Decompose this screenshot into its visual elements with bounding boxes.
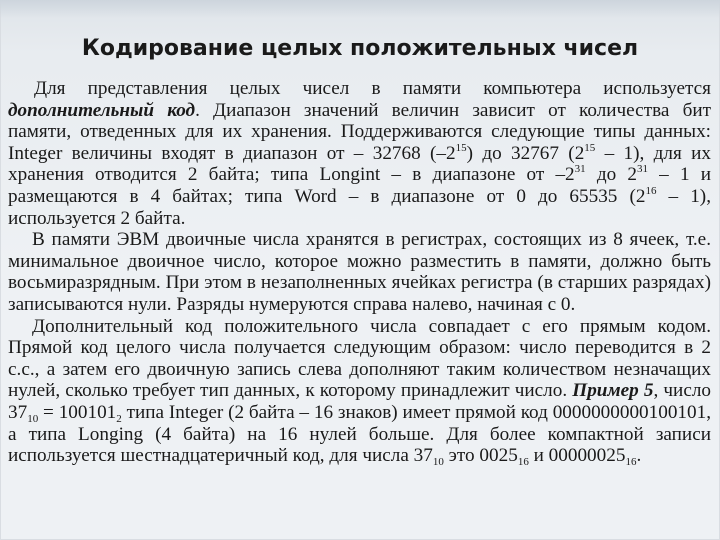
base-subscript: 16 [625,456,637,469]
term-complement-code: дополнительный код [8,99,196,121]
text-run: – 1), используется 2 байта. [8,185,711,229]
text-run: . [636,445,642,467]
base-subscript: 16 [517,456,529,469]
text-run: Дополнительный код положительного числа совпадает с его прямым кодом. Прямой код целого числа получается следующим образом: число переводится в 2 с.с., а затем его двоичную запись слева дополняют таким количеством незначащих нулей, сколько требует тип данных, к которому принадлежит число. [8,315,711,402]
text-run: и 00000025 [528,445,626,467]
text-run: Для представления целых чисел в памяти компьютера используется [34,78,711,99]
exponent: 15 [455,141,467,154]
text-run: до 2 [585,164,637,186]
base-subscript: 2 [116,412,122,425]
exponent: 15 [584,141,596,154]
example-label: Пример 5 [572,380,654,402]
exponent: 31 [574,163,586,176]
text-run: ) до 32767 (2 [466,142,585,164]
text-run: это 0025 [443,445,518,467]
base-subscript: 10 [432,456,444,469]
exponent: 16 [645,184,657,197]
exponent: 31 [636,163,648,176]
slide-body [8,78,711,467]
text-run: – 1), для их хранения отводится 2 байта; типа Longint – в диапазоне от –2 [8,142,712,186]
text-run: типа Integer (2 байта – 16 знаков) имеет прямой код 0000000000100101, а типа Longing (4 байта) на 16 нулей больше. Для более компактной записи используется шестнадцатеричный код, для числа 37 [8,401,711,467]
text-run: . Диапазон значений величин зависит от количества бит памяти, отведенных для их хранения. Поддерживаются следующие типы данных: Integer величины входят в диапазон от – 32768 (–2 [8,99,711,164]
paragraph-data-types [8,78,711,229]
paragraph-direct-code [8,316,711,467]
text-run: , число 37 [8,380,712,423]
slide-title: Кодирование целых положительных чисел [81,36,639,61]
paragraph-registers: В памяти ЭВМ двоичные числа хранятся в регистрах, состоящих из 8 ячеек, т.е. минимальное двоичное число, которое можно разместить в памяти, должно быть восьмиразрядным. При этом в незаполненных ячейках регистра (в старших разрядах) записываются нули. Разряды нумеруются справа налево, начиная с 0. [8,229,711,315]
base-subscript: 10 [27,412,39,425]
text-run: = 100101 [38,401,117,423]
text-run: – 1 и размещаются в 4 байтах; типа Word – в диапазоне от 0 до 65535 (2 [8,164,711,207]
